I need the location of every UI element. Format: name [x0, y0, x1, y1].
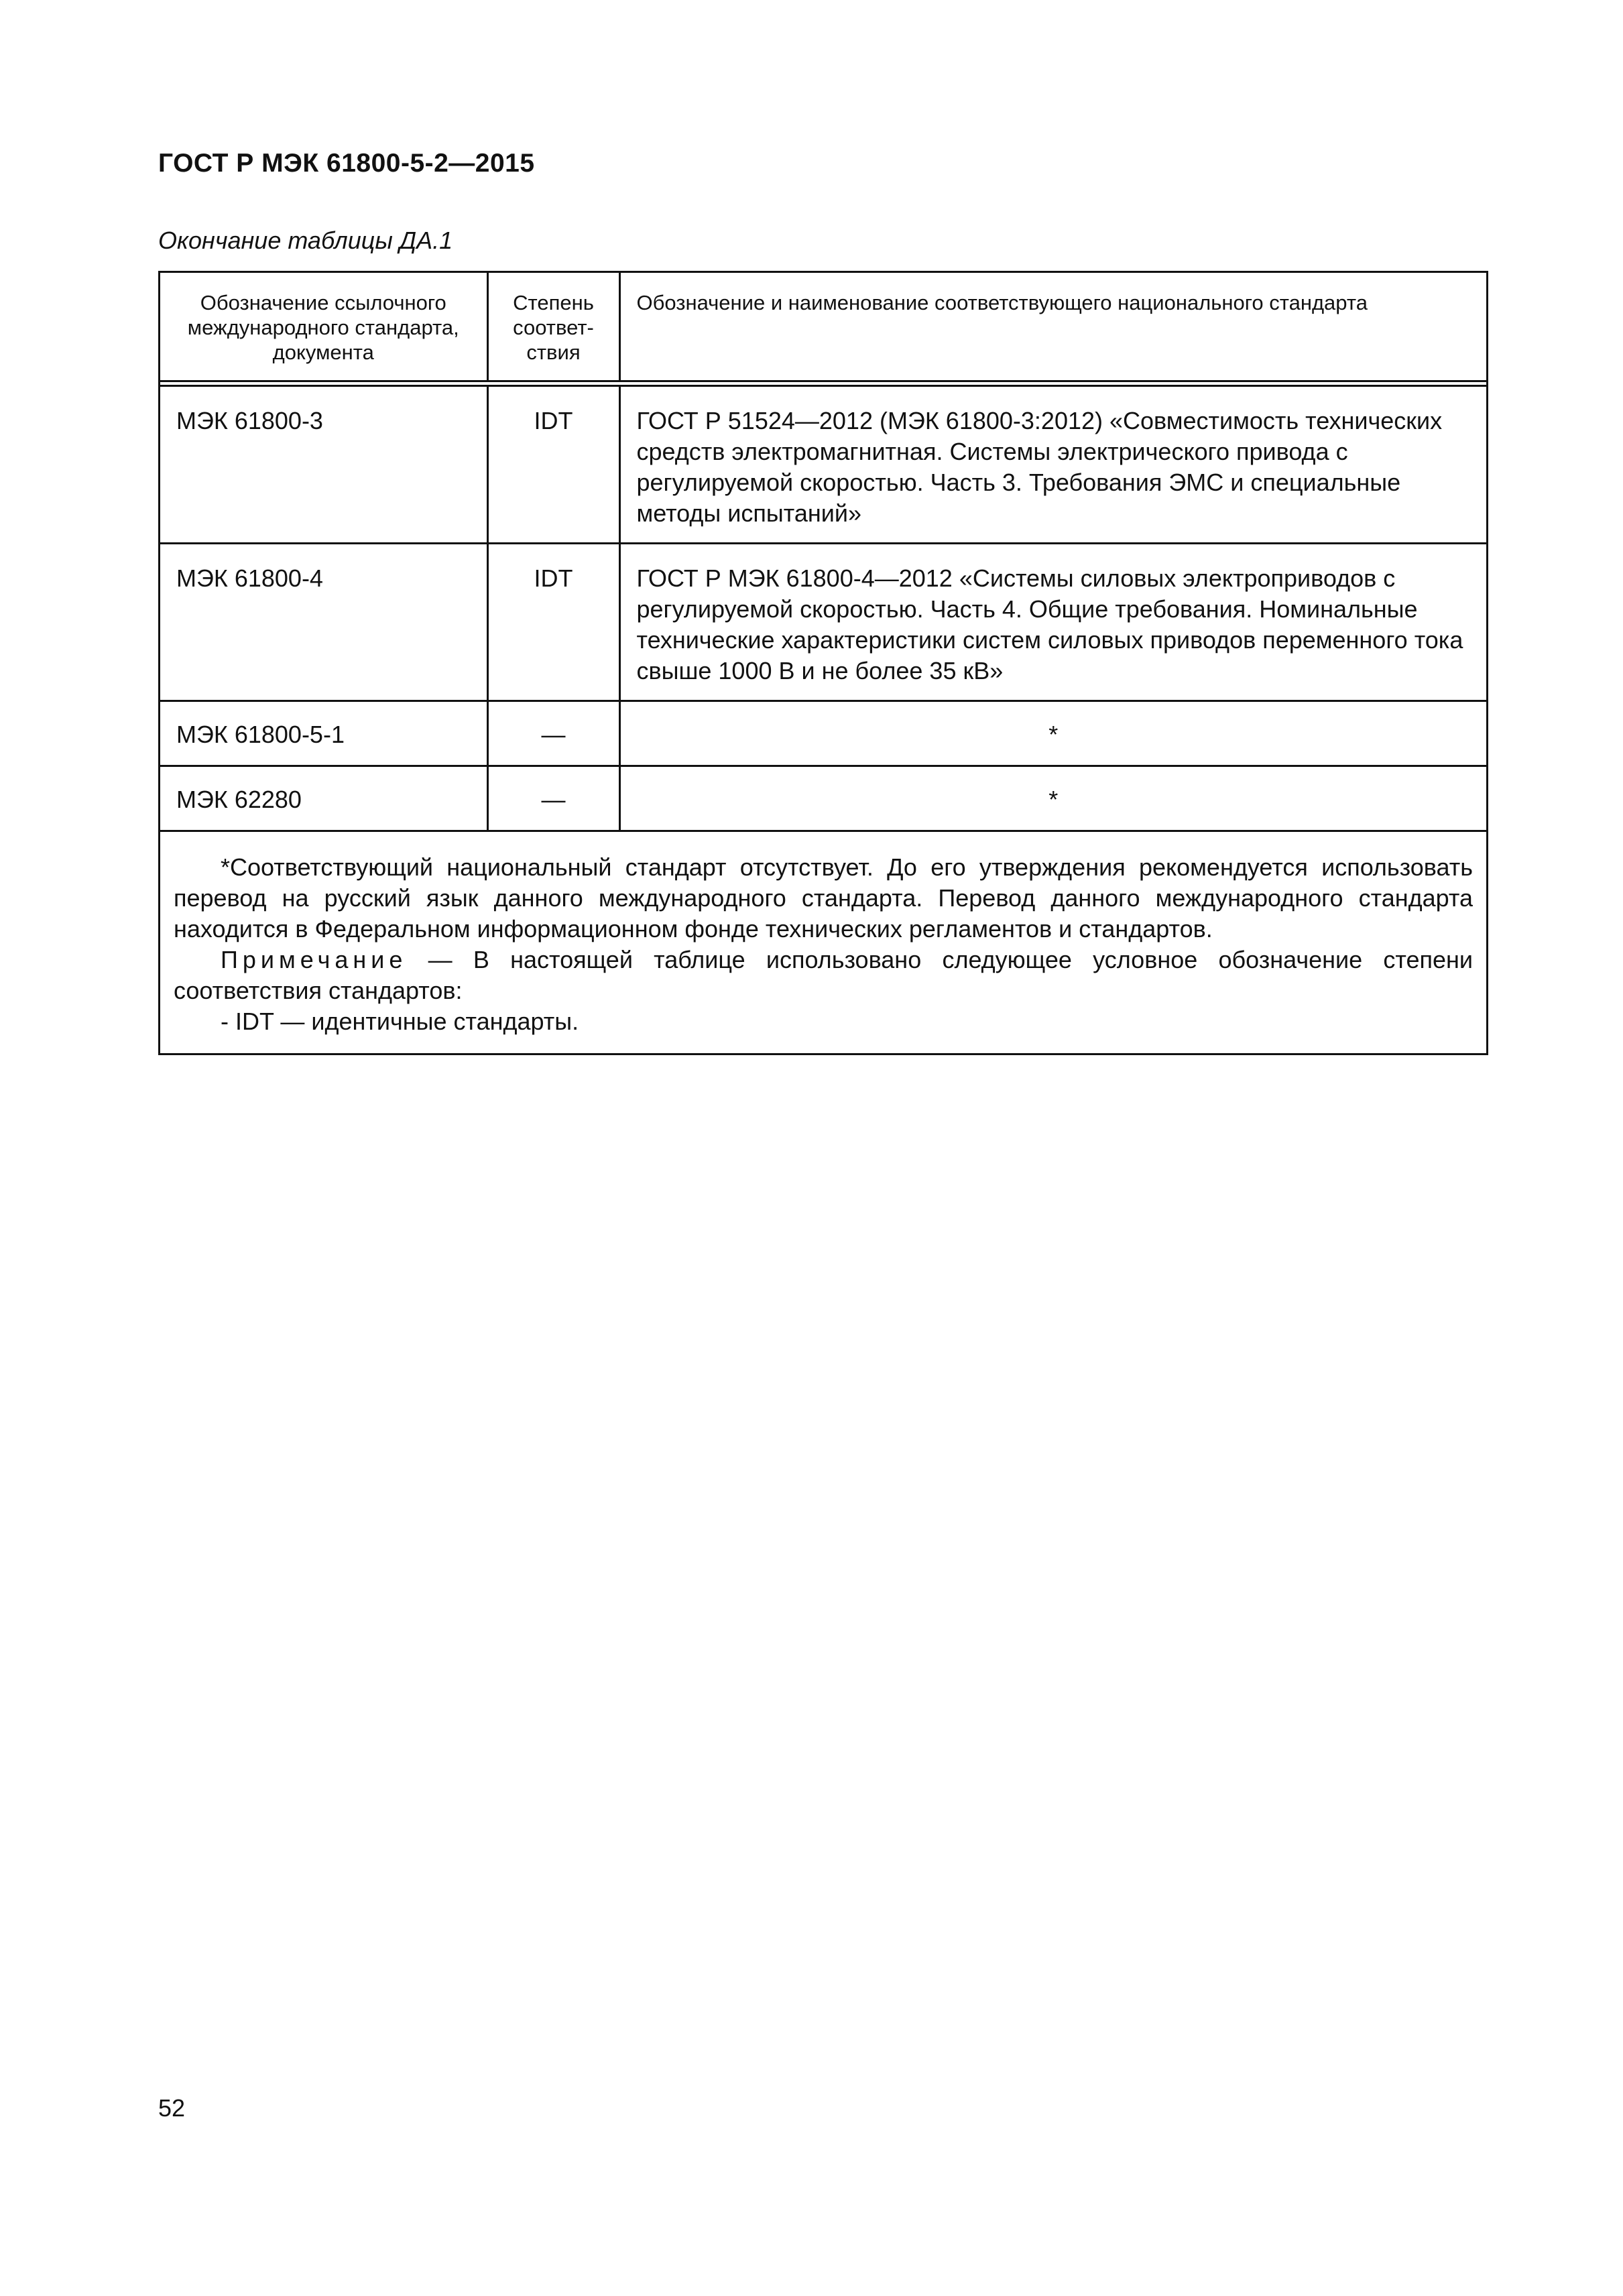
document-code-header: ГОСТ Р МЭК 61800-5-2—2015 [158, 149, 535, 178]
cell-degree: IDT [487, 383, 619, 544]
table-notes [160, 831, 1486, 1054]
cell-reference: МЭК 61800-3 [160, 383, 487, 544]
cell-national-standard: ГОСТ Р МЭК 61800-4—2012 «Системы силовых электроприводов с регулируемой скоростью. Часть 4. Общие требования. Номинальные технические характеристики систем силовых приводов переменного тока свыше 1000 В и не более 35 кВ» [619, 544, 1486, 701]
cell-reference: МЭК 61800-5-1 [160, 701, 487, 766]
cell-degree: — [487, 701, 619, 766]
cell-reference: МЭК 61800-4 [160, 544, 487, 701]
table-row [160, 766, 1486, 831]
table-footnote: *Соответствующий национальный стандарт отсутствует. До его утверждения рекомендуется использовать перевод на русский язык данного международного стандарта. Перевод данного международного стандарта находится в Федеральном информационном фонде технических регламентов и стандартов. [174, 853, 1473, 943]
table-row [160, 544, 1486, 701]
table-caption: Окончание таблицы ДА.1 [158, 227, 453, 254]
column-header-reference: Обозначение ссылочного международного стандарта, документа [160, 273, 487, 383]
note-text: — В настоящей таблице использовано следующее условное обозначение степени соответствия стандартов: [174, 946, 1473, 1004]
table-row [160, 701, 1486, 766]
column-header-national-standard: Обозначение и наименование соответствующего национального стандарта [619, 273, 1486, 383]
table-row [160, 383, 1486, 544]
column-header-degree [487, 273, 619, 383]
table-notes-row [160, 831, 1486, 1054]
cell-national-standard: * [619, 766, 1486, 831]
page-number: 52 [158, 2094, 186, 2122]
note-label: Примечание [221, 946, 408, 973]
standards-table [158, 271, 1488, 1055]
cell-national-standard: ГОСТ Р 51524—2012 (МЭК 61800-3:2012) «Совместимость технических средств электромагнитная. Системы электрического привода с регулируемой скоростью. Часть 3. Требования ЭМС и специальные методы испытаний» [619, 383, 1486, 544]
cell-national-standard: * [619, 701, 1486, 766]
table-header-row [160, 273, 1486, 383]
note-list-item: - IDT — идентичные стандарты. [221, 1008, 579, 1035]
cell-degree: IDT [487, 544, 619, 701]
cell-degree: — [487, 766, 619, 831]
column-header-degree-text: Степень соответ-ствия [513, 291, 594, 364]
table-note [174, 945, 1473, 1006]
cell-reference: МЭК 62280 [160, 766, 487, 831]
